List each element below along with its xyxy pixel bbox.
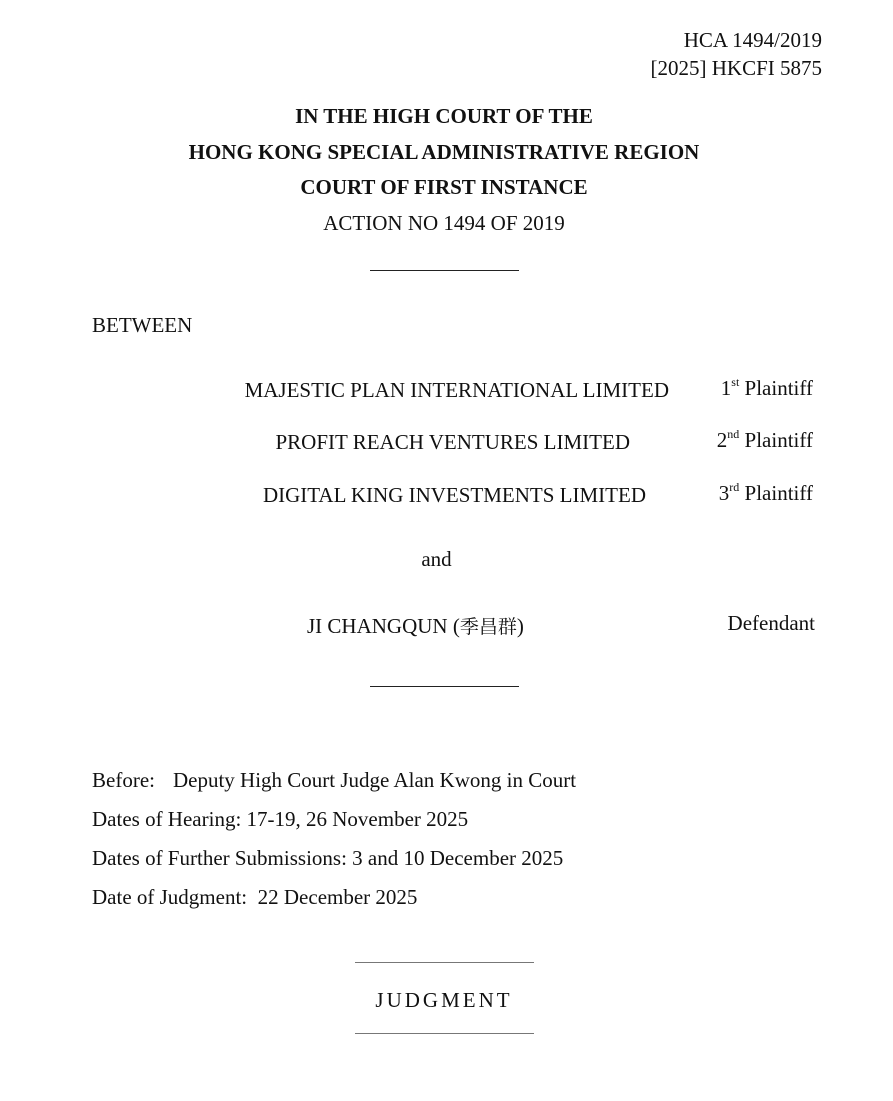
judgment-top-rule bbox=[355, 962, 534, 963]
court-heading-line3: COURT OF FIRST INSTANCE bbox=[300, 175, 588, 199]
plaintiff-1-role: 1st Plaintiff bbox=[720, 375, 813, 400]
judgment-date: Date of Judgment: 22 December 2025 bbox=[92, 885, 418, 909]
plaintiff-3-name: DIGITAL KING INVESTMENTS LIMITED bbox=[262, 483, 646, 507]
plaintiff-3-role: 3rd Plaintiff bbox=[718, 480, 813, 505]
court-heading-line1: IN THE HIGH COURT OF THE bbox=[295, 104, 593, 128]
judgment-bottom-rule bbox=[355, 1033, 534, 1034]
plaintiff-2-role: 2nd Plaintiff bbox=[716, 427, 813, 452]
further-submissions-dates: Dates of Further Submissions: 3 and 10 December 2025 bbox=[92, 846, 564, 870]
defendant-name: JI CHANGQUN (季昌群) bbox=[307, 614, 524, 638]
court-heading-line2: HONG KONG SPECIAL ADMINISTRATIVE REGION bbox=[188, 140, 700, 164]
hearing-dates: Dates of Hearing: 17-19, 26 November 2025 bbox=[92, 807, 469, 831]
plaintiff-1-name: MAJESTIC PLAN INTERNATIONAL LIMITED bbox=[244, 378, 669, 402]
neutral-citation: [2025] HKCFI 5875 bbox=[650, 56, 822, 80]
case-number: HCA 1494/2019 bbox=[683, 28, 822, 52]
parties-divider bbox=[370, 686, 519, 687]
action-number: ACTION NO 1494 OF 2019 bbox=[323, 211, 565, 235]
plaintiff-2-name: PROFIT REACH VENTURES LIMITED bbox=[275, 430, 630, 454]
before-line: Before: Deputy High Court Judge Alan Kwong in Court bbox=[92, 768, 577, 792]
defendant-role: Defendant bbox=[727, 611, 815, 635]
heading-divider bbox=[370, 270, 519, 271]
and-label: and bbox=[421, 547, 452, 571]
between-label: BETWEEN bbox=[92, 313, 193, 337]
judgment-heading: JUDGMENT bbox=[375, 988, 513, 1012]
